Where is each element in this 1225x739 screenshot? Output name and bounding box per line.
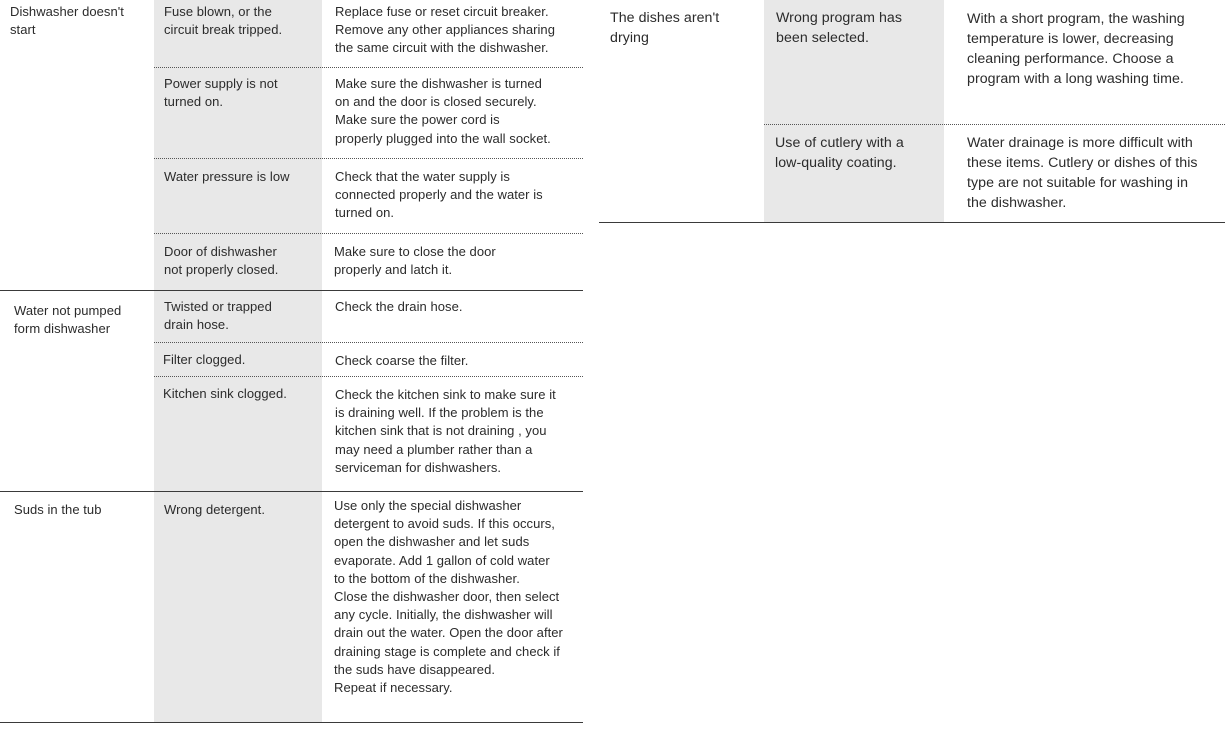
cause-label: Filter clogged. xyxy=(163,352,246,367)
cause-label: Door of dishwasher not properly closed. xyxy=(164,244,279,278)
row-divider xyxy=(154,158,583,159)
cause-label: Wrong detergent. xyxy=(164,502,266,517)
troubleshooting-table-left xyxy=(0,0,583,739)
section-dishwasher-doesnt-start xyxy=(0,0,583,291)
problem-label: The dishes aren't drying xyxy=(610,10,720,46)
row-divider xyxy=(154,233,583,234)
cause-column-shade xyxy=(154,492,322,722)
solution-label: Check that the water supply is connected properly and the water is turned on. xyxy=(335,169,543,221)
cause-label: Kitchen sink clogged. xyxy=(163,386,287,401)
section-suds-in-tub xyxy=(0,492,583,722)
solution-label: Use only the special dishwasher detergent to avoid suds. If this occurs, open the dishwasher and let suds evaporate. Add 1 gallon of cold water to the bottom of the dishwasher. Close the dishwasher door, then select any cycle. Initially, the dishwasher will drain out the water. Open the door after draining stage is complete and check if the suds have disappeared. Repeat if necessary. xyxy=(334,498,563,696)
cause-label: Fuse blown, or the circuit break tripped. xyxy=(164,4,283,38)
cause-label: Wrong program has been selected. xyxy=(776,10,902,46)
solution-label: Make sure the dishwasher is turned on and the door is closed securely. Make sure the power cord is properly plugged into the wall socket. xyxy=(335,76,551,146)
row-divider xyxy=(764,124,1225,125)
solution-label: Check the kitchen sink to make sure it is draining well. If the problem is the kitchen sink that is not draining , you may need a plumber rather than a serviceman for dishwashers. xyxy=(335,387,556,475)
problem-label: Suds in the tub xyxy=(14,502,102,517)
problem-label: Dishwasher doesn't start xyxy=(10,4,124,38)
row-divider xyxy=(154,376,583,377)
solution-label: Water drainage is more difficult with these items. Cutlery or dishes of this type are not suitable for washing in the dishwasher. xyxy=(967,135,1198,211)
solution-label: Check the drain hose. xyxy=(335,299,463,314)
section-water-not-pumped xyxy=(0,291,583,491)
cause-label: Use of cutlery with a low-quality coating. xyxy=(775,135,904,171)
row-divider xyxy=(154,342,583,343)
section-dishes-not-drying xyxy=(599,0,1225,222)
cause-label: Twisted or trapped drain hose. xyxy=(164,299,272,333)
section-divider xyxy=(0,722,583,723)
solution-label: Check coarse the filter. xyxy=(335,353,469,368)
row-divider xyxy=(154,67,583,68)
troubleshooting-table-right xyxy=(599,0,1225,224)
solution-label: With a short program, the washing temperature is lower, decreasing cleaning performance. Choose a program with a long washing time. xyxy=(967,11,1185,87)
cause-label: Power supply is not turned on. xyxy=(164,76,278,110)
section-divider xyxy=(599,222,1225,223)
problem-label: Water not pumped form dishwasher xyxy=(14,303,122,337)
solution-label: Replace fuse or reset circuit breaker. Remove any other appliances sharing the same circuit with the dishwasher. xyxy=(335,4,555,56)
cause-label: Water pressure is low xyxy=(164,169,290,184)
solution-label: Make sure to close the door properly and latch it. xyxy=(334,244,496,278)
